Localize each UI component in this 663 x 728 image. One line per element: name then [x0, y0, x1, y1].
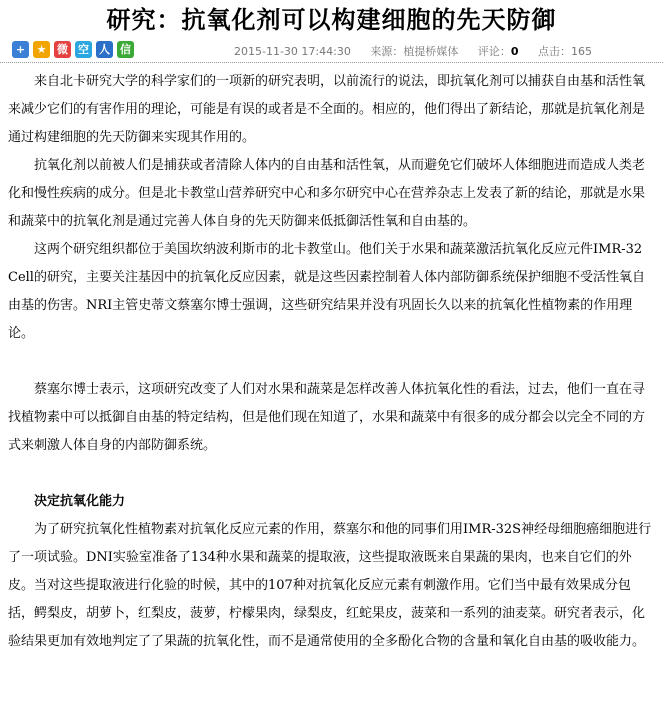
paragraph: 来自北卡研究大学的科学家们的一项新的研究表明，以前流行的说法，即抗氧化剂可以捕获自由基和活性氧来减少它们的有害作用的理论，可能是有误的或者是不全面的。相应的，他们得出了新结论，那就是抗氧化剂是通过构建细胞的先天防御来实现其作用的。: [8, 74, 646, 145]
paragraph: 抗氧化剂以前被人们是捕获或者清除人体内的自由基和活性氧，从而避免它们破坏人体细胞进而造成人类老化和慢性疾病的成分。但是北卡教堂山营养研究中心和多尔研究中心在营养杂志上发表了新的结论，那就是水果和蔬菜中的抗氧化剂是通过完善人体自身的先天防御来低抵御活性氧和自由基的。: [8, 158, 646, 229]
qzone-share-icon[interactable]: 空: [75, 41, 92, 58]
page-title: 研究：抗氧化剂可以构建细胞的先天防御: [106, 6, 557, 34]
paragraph: 为了研究抗氧化性植物素对抗氧化反应元素的作用，蔡塞尔和他的同事们用IMR-32S神经母细胞癌细胞进行了一项试验。DNI实验室准备了134种水果和蔬菜的提取液，这些提取液既来自果蔬的果肉，也来自它们的外皮。当对这些提取液进行化验的时候，其中的107种对抗氧化反应元素有刺激作用。它们当中最有效果成分包括，鳄梨皮，胡萝卜，红梨皮，菠萝，柠檬果肉，绿梨皮，红蛇果皮，菠菜和一系列的油麦菜。研究者表示，化验结果更加有效地判定了了果蔬的抗氧化性，而不是通常使用的全多酚化合物的含量和氧化自由基的吸收能力。: [8, 522, 652, 649]
comments-count[interactable]: 0: [510, 45, 519, 58]
meta-divider: [0, 62, 663, 63]
article-body: [0, 68, 663, 656]
comments-label: 评论：: [477, 45, 511, 58]
paragraph-spacer: [8, 460, 655, 488]
publish-datetime: 2015-11-30 17:44:30: [234, 45, 351, 58]
paragraph: 蔡塞尔博士表示，这项研究改变了人们对水果和蔬菜是怎样改善人体抗氧化性的看法，过去，他们一直在寻找植物素中可以抵御自由基的特定结构，但是他们现在知道了，水果和蔬菜中有很多的成分都会以完全不同的方式来刺激人体自身的内部防御系统。: [8, 382, 646, 453]
click-count: 点击：165: [537, 45, 592, 58]
renren-share-icon[interactable]: 人: [96, 41, 113, 58]
section-heading: 决定抗氧化能力: [34, 494, 126, 509]
weibo-share-icon[interactable]: 微: [54, 41, 71, 58]
star-share-icon[interactable]: ★: [33, 41, 50, 58]
meta-info: [234, 43, 608, 59]
article-meta-bar: [0, 40, 663, 64]
comments-info: [478, 45, 519, 58]
source-label: 来源：植提桥媒体: [370, 45, 459, 58]
paragraph: 这两个研究组织都位于美国坎纳波利斯市的北卡教堂山。他们关于水果和蔬菜激活抗氧化反应元件IMR-32 Cell的研究，主要关注基因中的抗氧化反应因素，就是这些因素控制着人体内部防御系统保护细胞不受活性氧自由基的伤害。NRI主管史蒂文蔡塞尔博士强调，这些研究结果并没有巩固长久以来的抗氧化性植物素的作用理论。: [8, 242, 645, 341]
share-toolbar: [12, 41, 134, 58]
wechat-share-icon[interactable]: 信: [117, 41, 134, 58]
plus-share-icon[interactable]: +: [12, 41, 29, 58]
paragraph-spacer: [8, 348, 655, 376]
